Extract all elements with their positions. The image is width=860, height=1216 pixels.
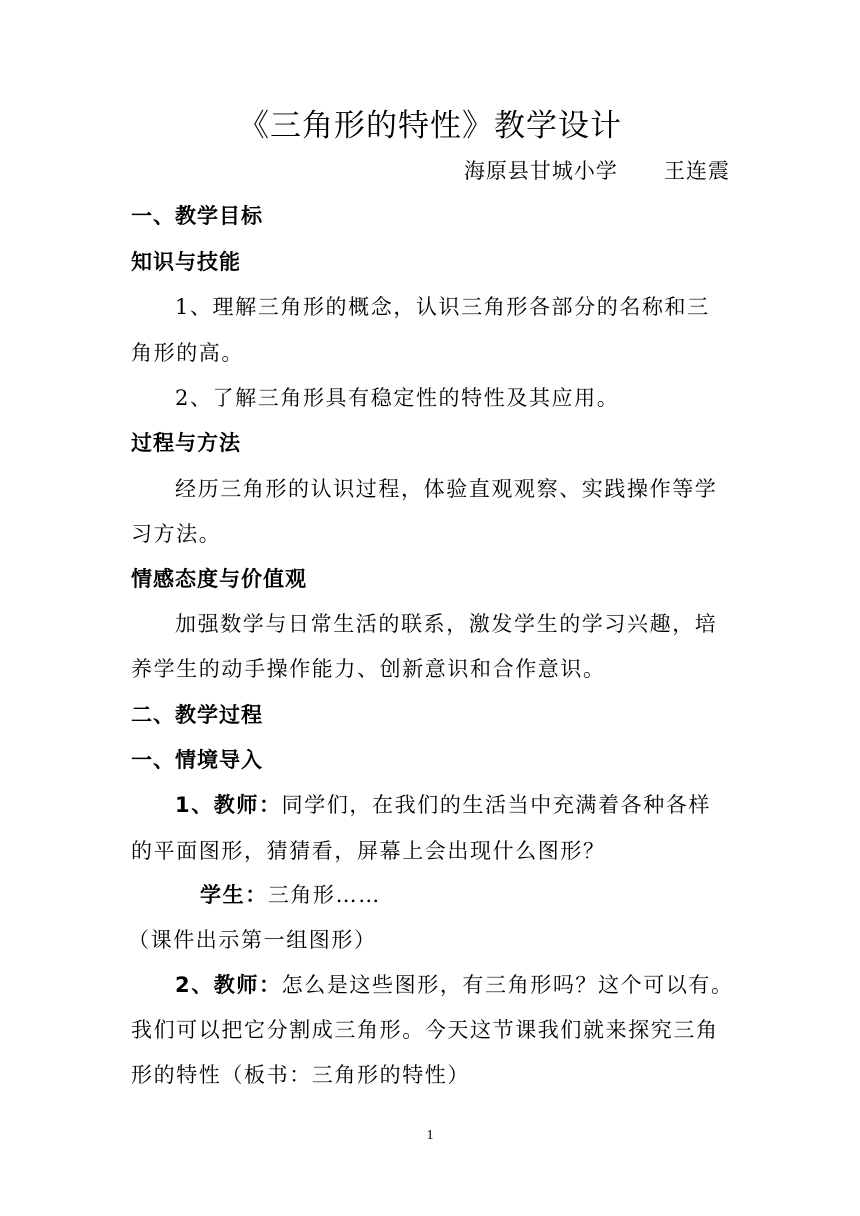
teacher-label-2: 2、教师：	[175, 973, 282, 997]
dialogue-2-line-2: 我们可以把它分割成三角形。今天这节课我们就来探究三角	[131, 1018, 719, 1042]
subheading-knowledge-skills: 知识与技能	[131, 250, 241, 274]
dialogue-2-line-3: 形的特性（板书：三角形的特性）	[131, 1063, 470, 1087]
section-heading-teaching-process: 二、教学过程	[131, 703, 263, 727]
dialogue-1-line-2: 的平面图形，猜猜看，屏幕上会出现什么图形？	[131, 839, 606, 863]
dialogue-2-text: 怎么是这些图形，有三角形吗？这个可以有。	[281, 973, 734, 997]
goal-item-1-line-1: 1、理解三角形的概念，认识三角形各部分的名称和三	[175, 295, 710, 319]
dialogue-2-line-1	[175, 970, 775, 1000]
goal-item-2: 2、了解三角形具有稳定性的特性及其应用。	[175, 386, 620, 410]
goal-item-1-line-2: 角形的高。	[131, 341, 244, 365]
subheading-attitude-values: 情感态度与价值观	[131, 567, 307, 591]
attitude-line-2: 养学生的动手操作能力、创新意识和合作意识。	[131, 657, 606, 681]
subheading-process-methods: 过程与方法	[131, 431, 241, 455]
dialogue-1-line-1	[175, 790, 775, 820]
dialogue-1-text: 同学们，在我们的生活当中充满着各种各样	[281, 793, 712, 817]
courseware-note: （课件出示第一组图形）	[128, 928, 377, 952]
page-number: 1	[426, 1128, 434, 1143]
student-line	[200, 880, 800, 910]
part-heading-scenario-intro: 一、情境导入	[131, 748, 263, 772]
document-title: 《三角形的特性》教学设计	[238, 108, 622, 144]
student-label: 学生：	[200, 883, 268, 907]
process-line-2: 习方法。	[131, 522, 222, 546]
process-line-1: 经历三角形的认识过程，体验直观观察、实践操作等学	[175, 477, 718, 501]
student-text: 三角形……	[267, 883, 381, 907]
attitude-line-1: 加强数学与日常生活的联系，激发学生的学习兴趣，培	[175, 612, 718, 636]
section-heading-teaching-goals: 一、教学目标	[131, 204, 263, 228]
teacher-label-1: 1、教师：	[175, 793, 282, 817]
author-line: 海原县甘城小学 王连震	[463, 159, 730, 183]
